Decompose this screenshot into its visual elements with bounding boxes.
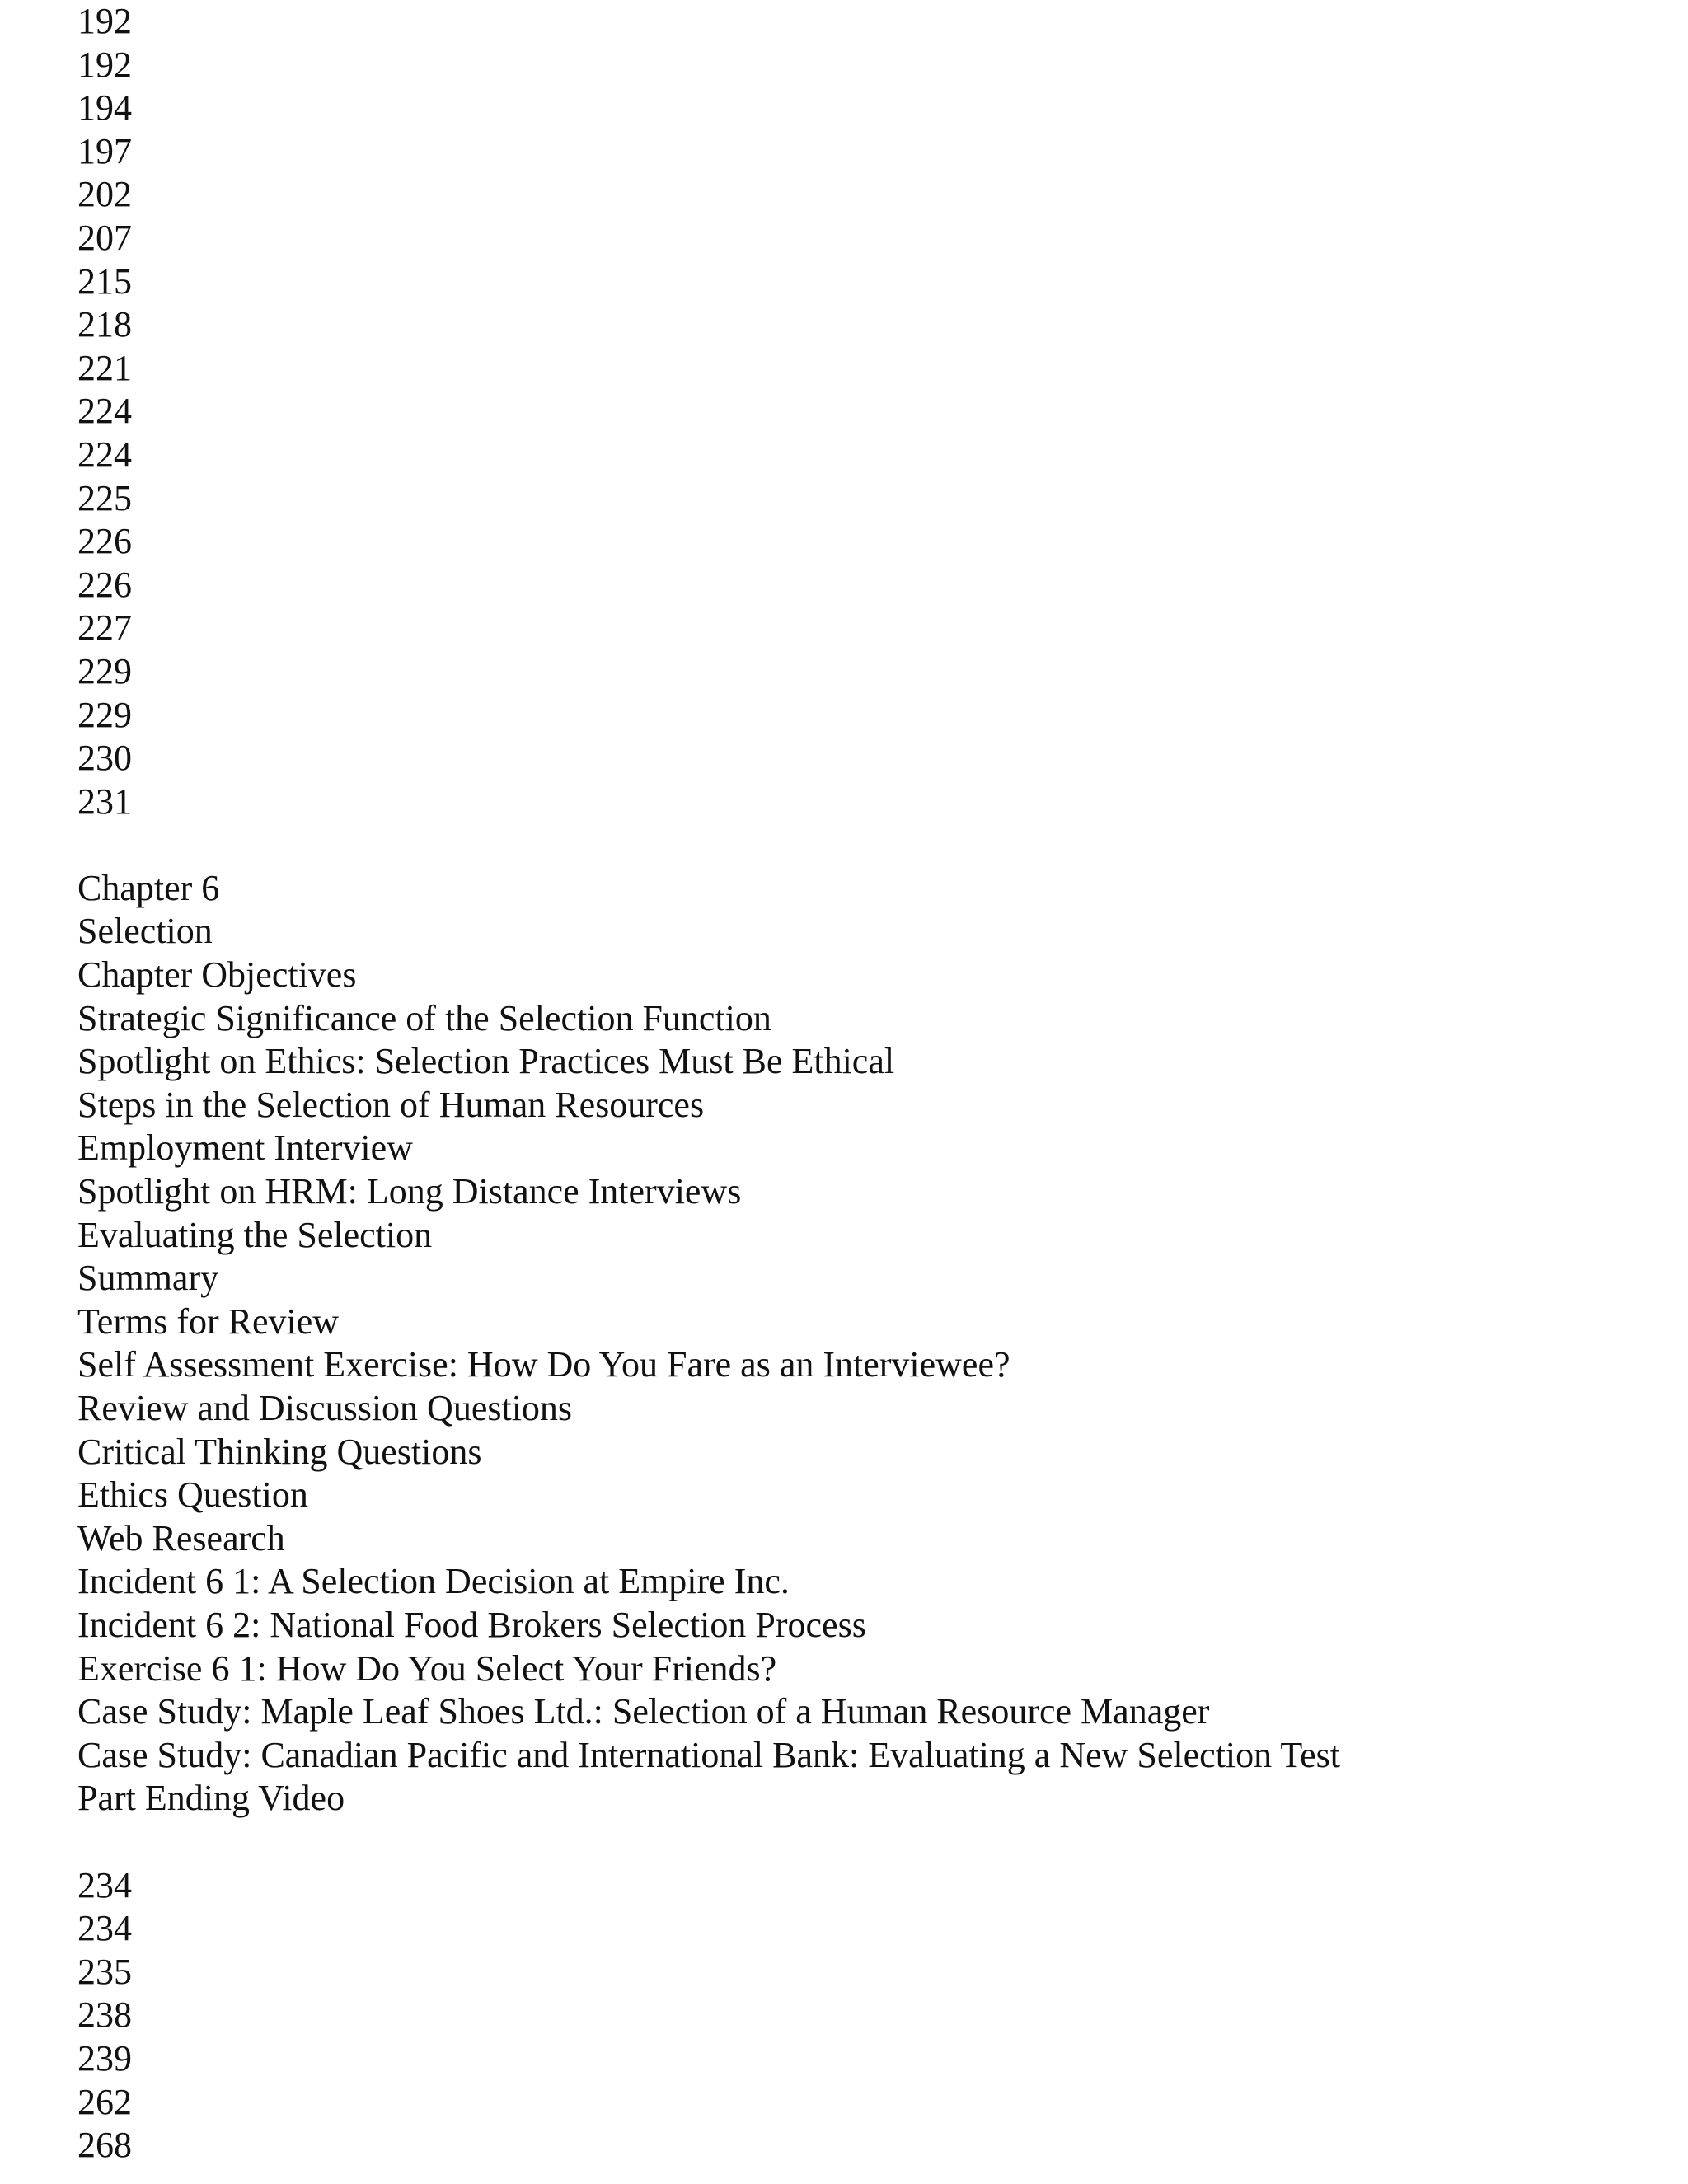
toc-entry: Strategic Significance of the Selection Function (77, 997, 771, 1038)
toc-entry: Case Study: Maple Leaf Shoes Ltd.: Selection of a Human Resource Manager (77, 1691, 1210, 1732)
page-number: 229 (77, 650, 132, 691)
page-number: 234 (77, 1908, 132, 1949)
page-number: 227 (77, 607, 132, 649)
page-number: 268 (77, 2125, 132, 2166)
page-number: 224 (77, 391, 132, 432)
page-number: 215 (77, 260, 132, 302)
chapter-entry-list (77, 954, 1643, 1821)
page-number: 238 (77, 1994, 132, 2036)
chapter-6-contents (77, 867, 1643, 1821)
chapter-label: Chapter 6 (77, 867, 220, 908)
page-number: 226 (77, 521, 132, 562)
page-number: 207 (77, 217, 132, 258)
page-number-list-bottom (77, 1864, 1643, 2168)
toc-entry: Incident 6 1: A Selection Decision at Empire Inc. (77, 1561, 790, 1602)
page-number: 235 (77, 1951, 132, 1992)
toc-entry: Critical Thinking Questions (77, 1431, 482, 1472)
toc-entry: Exercise 6 1: How Do You Select Your Friends? (77, 1647, 777, 1689)
toc-entry: Spotlight on HRM: Long Distance Interviews (77, 1171, 742, 1212)
toc-entry: Summary (77, 1258, 219, 1299)
toc-entry: Evaluating the Selection (77, 1214, 433, 1255)
toc-entry: Incident 6 2: National Food Brokers Selection Process (77, 1604, 866, 1645)
page-number: 229 (77, 694, 132, 735)
page-number: 234 (77, 1864, 132, 1905)
page-number: 224 (77, 434, 132, 475)
toc-entry: Web Research (77, 1517, 285, 1558)
toc-entry: Terms for Review (77, 1301, 340, 1342)
page-number: 197 (77, 130, 132, 171)
page-number: 221 (77, 347, 132, 388)
page-number: 192 (77, 1, 132, 41)
page-number: 239 (77, 2037, 132, 2079)
toc-entry: Self Assessment Exercise: How Do You Fare as an Interviewee? (77, 1344, 1010, 1385)
toc-entry: Case Study: Canadian Pacific and International Bank: Evaluating a New Selection Test (77, 1734, 1341, 1775)
chapter-title: Selection (77, 911, 213, 952)
toc-entry: Part Ending Video (77, 1778, 345, 1819)
toc-entry: Chapter Objectives (77, 954, 357, 996)
section-gap (77, 823, 1643, 867)
toc-entry: Spotlight on Ethics: Selection Practices Must Be Ethical (77, 1041, 895, 1082)
page-number: 226 (77, 564, 132, 605)
page-number: 202 (77, 174, 132, 215)
page-number: 194 (77, 87, 132, 129)
toc-entry: Ethics Question (77, 1474, 308, 1516)
page-number-list-top (77, 0, 1643, 823)
page-number: 225 (77, 477, 132, 518)
page-number: 231 (77, 780, 132, 822)
table-of-contents-page (77, 0, 1643, 2168)
toc-entry: Employment Interview (77, 1127, 413, 1169)
page-number: 262 (77, 2081, 132, 2122)
page-number: 192 (77, 44, 132, 85)
toc-entry: Review and Discussion Questions (77, 1388, 573, 1428)
page-number: 230 (77, 738, 132, 779)
page-number: 218 (77, 304, 132, 345)
toc-entry: Steps in the Selection of Human Resources (77, 1084, 705, 1125)
section-gap (77, 1821, 1643, 1864)
